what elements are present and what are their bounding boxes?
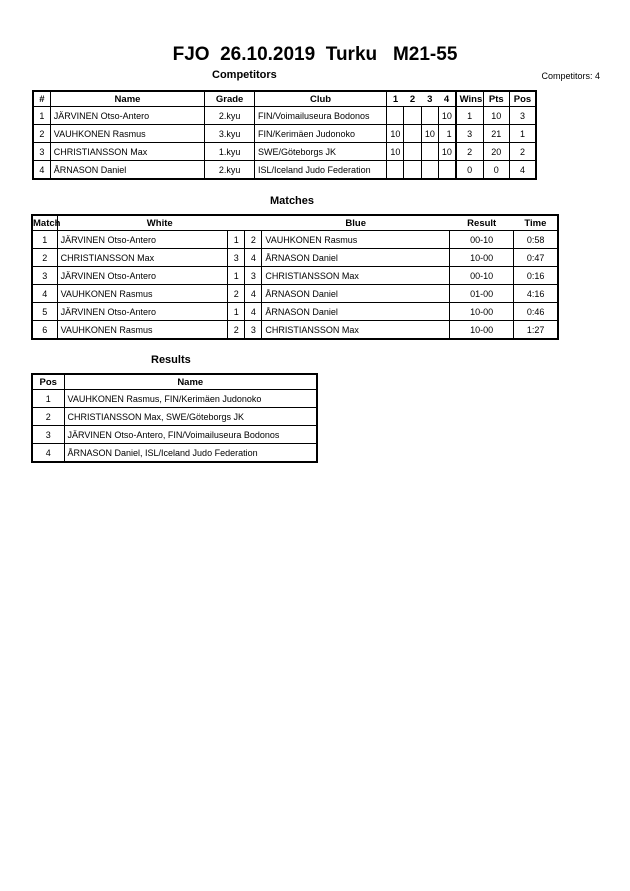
competitor-grade: 2.kyu [205, 161, 255, 180]
match-row [32, 321, 558, 340]
result-row [32, 444, 317, 463]
score-2 [404, 143, 421, 161]
col-4: 4 [438, 91, 455, 107]
match-blue-num: 2 [245, 231, 262, 249]
competitor-row [33, 161, 536, 180]
competitors-header-row [33, 91, 536, 107]
col-num: # [33, 91, 50, 107]
score-3 [421, 161, 438, 180]
competitor-club: FIN/Voimailuseura Bodonos [255, 107, 387, 125]
competitor-name: ÅRNASON Daniel [50, 161, 204, 180]
match-white: VAUHKONEN Rasmus [57, 285, 228, 303]
match-result: 00-10 [450, 267, 514, 285]
page-title: FJO 26.10.2019 Turku M21-55 [172, 44, 458, 65]
score-3: 10 [421, 125, 438, 143]
match-result: 10-00 [450, 303, 514, 321]
score-1 [387, 161, 404, 180]
col-2: 2 [409, 93, 416, 105]
competitor-name: CHRISTIANSSON Max [50, 143, 204, 161]
competitor-wins: 0 [456, 161, 483, 180]
match-num: 3 [32, 267, 57, 285]
score-3 [421, 107, 438, 125]
match-row [32, 285, 558, 303]
match-blue: VAUHKONEN Rasmus [262, 231, 450, 249]
competitors-heading: Competitors [212, 69, 277, 81]
competitor-row [33, 143, 536, 161]
competitor-row [33, 125, 536, 143]
result-row [32, 390, 317, 408]
match-num: 6 [32, 321, 57, 340]
match-time: 0:58 [514, 231, 558, 249]
match-time: 1:27 [514, 321, 558, 340]
result-name: ÅRNASON Daniel, ISL/Iceland Judo Federation [64, 444, 317, 463]
result-pos: 1 [32, 390, 64, 408]
col-pos: Pos [32, 374, 64, 390]
col-match: Match [32, 215, 57, 231]
col-white: White [57, 215, 262, 231]
match-num: 1 [32, 231, 57, 249]
result-name: VAUHKONEN Rasmus, FIN/Kerimäen Judonoko [64, 390, 317, 408]
match-blue: ÅRNASON Daniel [262, 303, 450, 321]
competitor-pos: 1 [509, 125, 536, 143]
col-pos: Pos [509, 91, 536, 107]
match-blue: ÅRNASON Daniel [262, 285, 450, 303]
competitor-club: SWE/Göteborgs JK [255, 143, 387, 161]
match-time: 0:47 [514, 249, 558, 267]
match-blue-num: 3 [245, 267, 262, 285]
score-1: 10 [387, 143, 404, 161]
competitor-grade: 2.kyu [205, 107, 255, 125]
match-row [32, 303, 558, 321]
col-pts: Pts [483, 91, 509, 107]
competitor-grade: 1.kyu [205, 143, 255, 161]
col-wins: Wins [456, 91, 483, 107]
competitor-pos: 4 [509, 161, 536, 180]
result-row [32, 408, 317, 426]
score-2 [404, 161, 421, 180]
match-result: 10-00 [450, 249, 514, 267]
competitor-pts: 21 [483, 125, 509, 143]
match-time: 0:46 [514, 303, 558, 321]
competitor-pts: 0 [483, 161, 509, 180]
match-white: VAUHKONEN Rasmus [57, 321, 228, 340]
score-2 [404, 107, 421, 125]
match-white-num: 1 [228, 231, 245, 249]
match-white: CHRISTIANSSON Max [57, 249, 228, 267]
match-white: JÄRVINEN Otso-Antero [57, 231, 228, 249]
score-1 [387, 107, 404, 125]
result-pos: 3 [32, 426, 64, 444]
col-name: Name [64, 374, 317, 390]
match-white-num: 2 [228, 285, 245, 303]
score-2 [404, 125, 421, 143]
match-blue-num: 4 [245, 249, 262, 267]
result-name: CHRISTIANSSON Max, SWE/Göteborgs JK [64, 408, 317, 426]
matches-table [31, 214, 559, 340]
col-club: Club [255, 91, 387, 107]
result-name: JÄRVINEN Otso-Antero, FIN/Voimailuseura Bodonos [64, 426, 317, 444]
match-num: 5 [32, 303, 57, 321]
score-4: 1 [438, 125, 455, 143]
result-pos: 4 [32, 444, 64, 463]
results-header-row [32, 374, 317, 390]
match-blue-num: 4 [245, 285, 262, 303]
match-white-num: 1 [228, 303, 245, 321]
match-num: 2 [32, 249, 57, 267]
match-white-num: 2 [228, 321, 245, 340]
results-heading: Results [151, 354, 191, 366]
competitor-num: 2 [33, 125, 50, 143]
competitor-num: 3 [33, 143, 50, 161]
match-white-num: 1 [228, 267, 245, 285]
match-blue-num: 3 [245, 321, 262, 340]
competitor-num: 1 [33, 107, 50, 125]
match-row [32, 249, 558, 267]
col-3: 3 [427, 93, 433, 105]
results-table [31, 373, 318, 463]
result-pos: 2 [32, 408, 64, 426]
col-time: Time [514, 215, 558, 231]
competitors-count: Competitors: 4 [541, 71, 600, 81]
competitor-wins: 1 [456, 107, 483, 125]
competitor-pos: 2 [509, 143, 536, 161]
competitor-wins: 2 [456, 143, 483, 161]
matches-heading: Matches [270, 195, 315, 207]
match-white: JÄRVINEN Otso-Antero [57, 303, 228, 321]
match-blue: CHRISTIANSSON Max [262, 321, 450, 340]
competitor-pts: 10 [483, 107, 509, 125]
competitor-num: 4 [33, 161, 50, 180]
competitor-club: ISL/Iceland Judo Federation [255, 161, 387, 180]
col-name: Name [50, 91, 204, 107]
match-white-num: 3 [228, 249, 245, 267]
score-4: 10 [438, 143, 455, 161]
competitor-pts: 20 [483, 143, 509, 161]
col-blue: Blue [262, 215, 450, 231]
match-blue: ÅRNASON Daniel [262, 249, 450, 267]
match-result: 01-00 [450, 285, 514, 303]
competitor-name: JÄRVINEN Otso-Antero [50, 107, 204, 125]
match-blue-num: 4 [245, 303, 262, 321]
match-result: 10-00 [450, 321, 514, 340]
competitors-table [32, 90, 537, 180]
match-time: 4:16 [514, 285, 558, 303]
score-4 [438, 161, 455, 180]
competitor-wins: 3 [456, 125, 483, 143]
match-result: 00-10 [450, 231, 514, 249]
match-row [32, 267, 558, 285]
match-time: 0:16 [514, 267, 558, 285]
col-result: Result [450, 215, 514, 231]
match-row [32, 231, 558, 249]
col-grade: Grade [205, 91, 255, 107]
score-4: 10 [438, 107, 455, 125]
competitor-grade: 3.kyu [205, 125, 255, 143]
match-white: JÄRVINEN Otso-Antero [57, 267, 228, 285]
score-1: 10 [387, 125, 404, 143]
col-1: 1 [392, 93, 399, 105]
competitor-pos: 3 [509, 107, 536, 125]
competitor-row [33, 107, 536, 125]
competitor-name: VAUHKONEN Rasmus [50, 125, 204, 143]
match-num: 4 [32, 285, 57, 303]
matches-header-row [32, 215, 558, 231]
match-blue: CHRISTIANSSON Max [262, 267, 450, 285]
score-3 [421, 143, 438, 161]
competitor-club: FIN/Kerimäen Judonoko [255, 125, 387, 143]
result-row [32, 426, 317, 444]
